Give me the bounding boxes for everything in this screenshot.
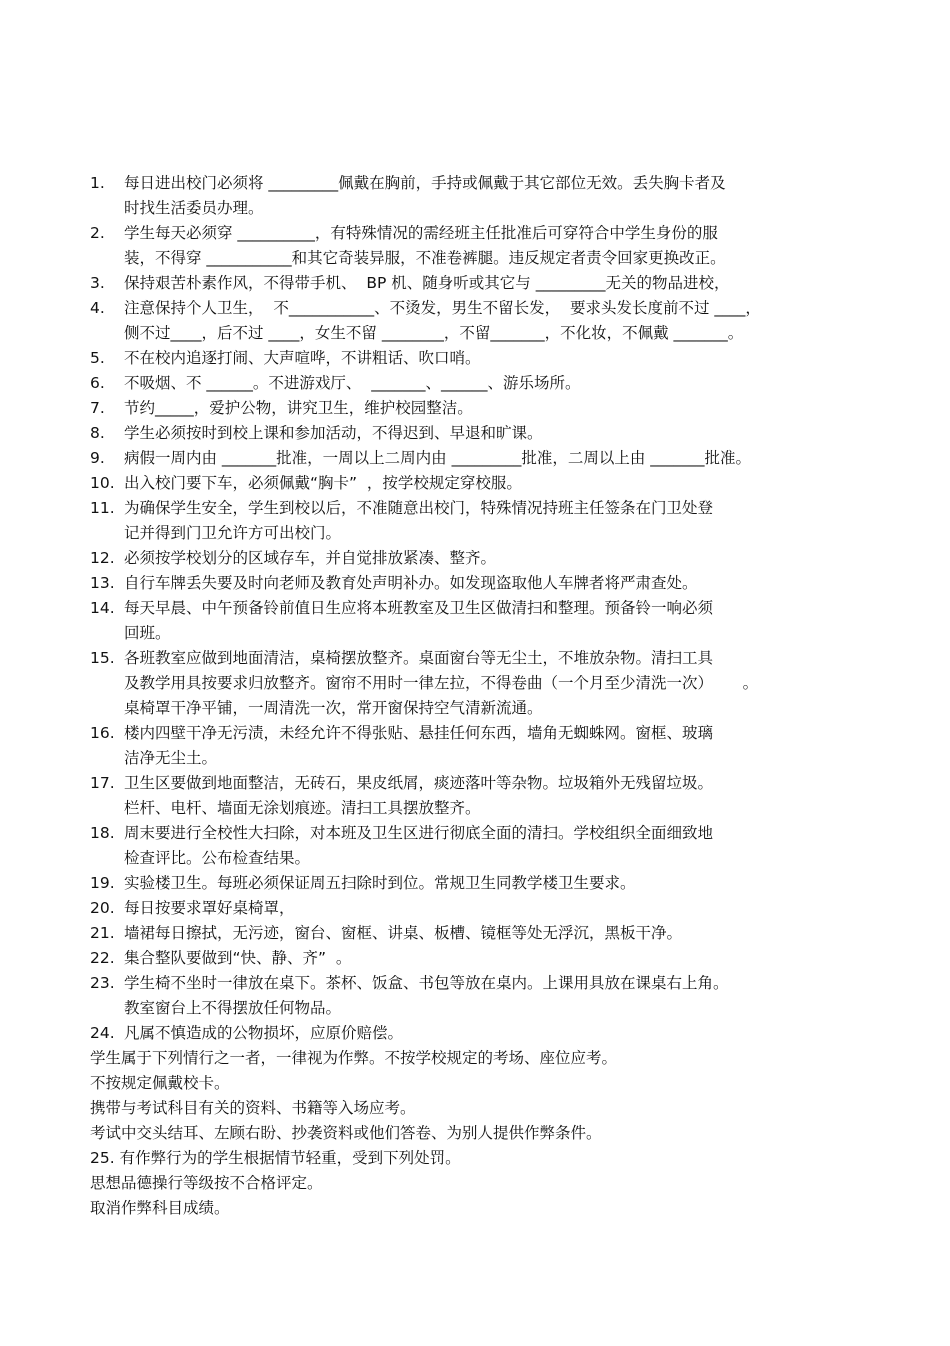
paragraph: 携带与考试科目有关的资料、书籍等入场应考。 — [90, 1099, 416, 1117]
item-number: 10. — [90, 474, 115, 492]
paragraph: 思想品德操行等级按不合格评定。 — [90, 1174, 323, 1192]
list-item — [90, 221, 890, 271]
item-number: 18. — [90, 824, 115, 842]
item-number: 1. — [90, 174, 105, 192]
paragraph: 取消作弊科目成绩。 — [90, 1199, 230, 1217]
item-number: 8. — [90, 424, 105, 442]
list-item — [90, 721, 890, 771]
list-item — [90, 896, 890, 921]
list-item — [90, 596, 890, 646]
item-text: 各班教室应做到地面清洁，桌椅摆放整齐。桌面窗台等无尘土，不堆放杂物。清扫工具 及教学用具按要求归放整齐。窗帘不用时一律左拉，不得卷曲（一个月至少清洗一次） 。 桌椅罩干净平铺，一周清洗一次，常开窗保持空气清新流通。 — [124, 649, 759, 717]
item-number: 11. — [90, 499, 115, 517]
exam-rules-section — [90, 1046, 890, 1221]
item-text: 卫生区要做到地面整洁，无砖石，果皮纸屑，痰迹落叶等杂物。垃圾箱外无残留垃圾。 栏杆、电杆、墙面无涂划痕迹。清扫工具摆放整齐。 — [124, 774, 714, 817]
item-text: 楼内四壁干净无污渍，未经允许不得张贴、悬挂任何东西，墙角无蜘蛛网。窗框、玻璃 洁净无尘土。 — [124, 724, 714, 767]
item-text: 每日进出校门必须将 _________佩戴在胸前，手持或佩戴于其它部位无效。丢失胸卡者及 时找生活委员办理。 — [124, 174, 726, 217]
list-item — [90, 346, 890, 371]
item-number: 21. — [90, 924, 115, 942]
item-number: 16. — [90, 724, 115, 742]
item-text: 自行车牌丢失要及时向老师及教育处声明补办。如发现盗取他人车牌者将严肃查处。 — [124, 574, 698, 592]
item-text: 学生必须按时到校上课和参加活动，不得迟到、早退和旷课。 — [124, 424, 543, 442]
item-text: 每天早晨、中午预备铃前值日生应将本班教室及卫生区做清扫和整理。预备铃一响必须 回班。 — [124, 599, 714, 642]
list-item — [90, 571, 890, 596]
list-item — [90, 946, 890, 971]
item-number: 23. — [90, 974, 115, 992]
item-number: 12. — [90, 549, 115, 567]
item-text: 周末要进行全校性大扫除，对本班及卫生区进行彻底全面的清扫。学校组织全面细致地 检查评比。公布检查结果。 — [124, 824, 714, 867]
item-text: 集合整队要做到“快、静、齐” 。 — [124, 949, 352, 967]
item-number: 13. — [90, 574, 115, 592]
paragraph: 学生属于下列情行之一者，一律视为作弊。不按学校规定的考场、座位应考。 — [90, 1049, 618, 1067]
paragraph: 25. 有作弊行为的学生根据情节轻重，受到下列处罚。 — [90, 1149, 461, 1167]
item-text: 不在校内追逐打闹、大声喧哗，不讲粗话、吹口哨。 — [124, 349, 481, 367]
item-text: 保持艰苦朴素作风，不得带手机、 BP 机、随身听或其它与 _________无关的物品进校， — [124, 274, 730, 292]
list-item — [90, 971, 890, 1021]
paragraph: 考试中交头结耳、左顾右盼、抄袭资料或他们答卷、为别人提供作弊条件。 — [90, 1124, 602, 1142]
item-number: 5. — [90, 349, 105, 367]
list-item — [90, 446, 890, 471]
item-number: 7. — [90, 399, 105, 417]
item-text: 节约_____，爱护公物，讲究卫生，维护校园整洁。 — [124, 399, 473, 417]
item-number: 3. — [90, 274, 105, 292]
paragraph: 不按规定佩戴校卡。 — [90, 1074, 230, 1092]
item-text: 必须按学校划分的区域存车，并自觉排放紧凑、整齐。 — [124, 549, 497, 567]
item-text: 不吸烟、不 ______。不进游戏厅、 _______、______、游乐场所。 — [124, 374, 581, 392]
item-text: 为确保学生安全，学生到校以后，不准随意出校门，特殊情况持班主任签条在门卫处登 记并得到门卫允许方可出校门。 — [124, 499, 714, 542]
list-item — [90, 471, 890, 496]
list-item — [90, 771, 890, 821]
item-text: 墙裙每日擦拭，无污迹，窗台、窗框、讲桌、板槽、镜框等处无浮沉，黑板干净。 — [124, 924, 683, 942]
item-number: 6. — [90, 374, 105, 392]
item-number: 24. — [90, 1024, 115, 1042]
list-item — [90, 371, 890, 396]
list-item — [90, 546, 890, 571]
item-number: 20. — [90, 899, 115, 917]
item-number: 22. — [90, 949, 115, 967]
item-number: 14. — [90, 599, 115, 617]
list-item — [90, 646, 890, 721]
item-number: 17. — [90, 774, 115, 792]
list-item — [90, 1021, 890, 1046]
list-item — [90, 171, 890, 221]
item-text: 实验楼卫生。每班必须保证周五扫除时到位。常规卫生同教学楼卫生要求。 — [124, 874, 636, 892]
item-number: 9. — [90, 449, 105, 467]
list-item — [90, 421, 890, 446]
rules-list — [90, 171, 890, 1046]
list-item — [90, 821, 890, 871]
item-text: 凡属不慎造成的公物损坏，应原价赔偿。 — [124, 1024, 404, 1042]
item-text: 注意保持个人卫生， 不___________、不烫发，男生不留长发， 要求头发长度前不过 ____， 侧不过____，后不过 ____，女生不留 ________，不留_______，不化妆，不佩戴 _______。 — [124, 299, 761, 342]
list-item — [90, 496, 890, 546]
item-number: 4. — [90, 299, 105, 317]
list-item — [90, 271, 890, 296]
list-item — [90, 296, 890, 346]
item-number: 19. — [90, 874, 115, 892]
list-item — [90, 871, 890, 896]
item-text: 出入校门要下车，必须佩戴“胸卡” ，按学校规定穿校服。 — [124, 474, 522, 492]
item-number: 2. — [90, 224, 105, 242]
item-number: 15. — [90, 649, 115, 667]
item-text: 学生每天必须穿 __________，有特殊情况的需经班主任批准后可穿符合中学生身份的服 装，不得穿 ___________和其它奇装异服，不准卷裤腿。违反规定者责令回家更换改正。 — [124, 224, 726, 267]
item-text: 每日按要求罩好桌椅罩， — [124, 899, 295, 917]
list-item — [90, 396, 890, 421]
item-text: 病假一周内由 _______批准，一周以上二周内由 _________批准，二周以上由 _______批准。 — [124, 449, 752, 467]
item-text: 学生椅不坐时一律放在桌下。茶杯、饭盒、书包等放在桌内。上课用具放在课桌右上角。 教室窗台上不得摆放任何物品。 — [124, 974, 729, 1017]
list-item — [90, 921, 890, 946]
